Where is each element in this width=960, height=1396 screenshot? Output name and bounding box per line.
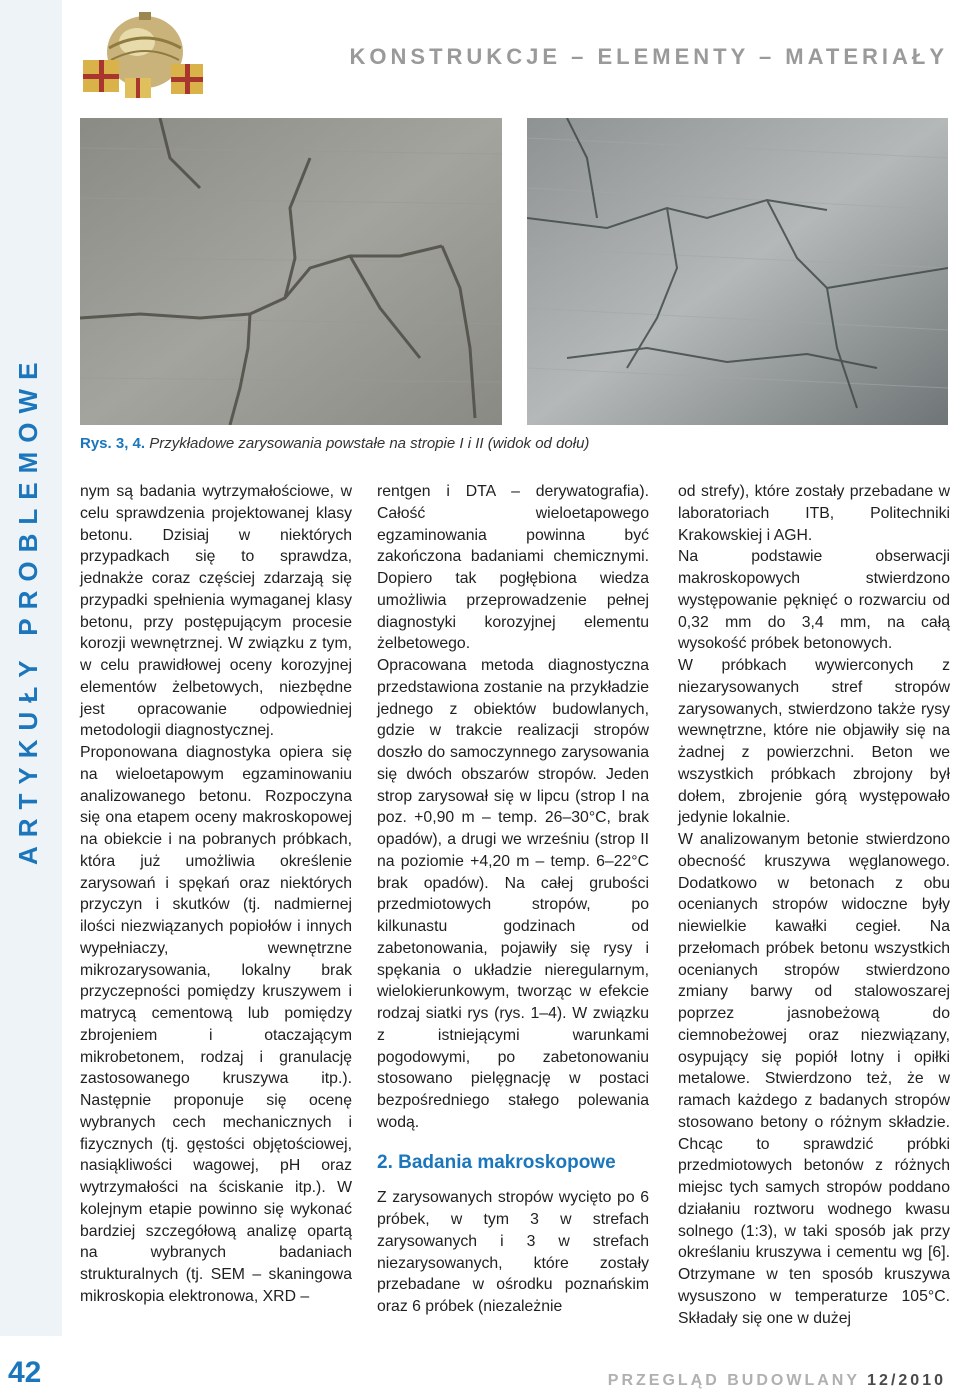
paragraph: Z zarysowanych stropów wycięto po 6 próbek, w tym 3 w strefach zarysowanych i 3 w strefach niezarysowanych, które zostały przebadane w ośrodku poznańskim oraz 6 próbek (niezależnie: [377, 1189, 649, 1315]
paragraph: od strefy), które zostały przebadane w laboratoriach ITB, Politechniki Krakowskiej i AGH.: [678, 483, 950, 544]
figure-caption-text: Przykładowe zarysowania powstałe na stropie I i II (widok od dołu): [149, 435, 590, 452]
text-column-2: [377, 481, 649, 1318]
paragraph: W próbkach wywierconych z niezarysowanych stref stropów zarysowanych, stwierdzono także rysy wewnętrzne, które nie objawiły się na żadnej z powierzchni. Beton we wszystkich próbkach zbrojony był dołem, zbrojenie górą występowało jedynie lokalnie.: [678, 657, 950, 827]
footer: [608, 1372, 946, 1390]
christmas-ornament-icon: [75, 8, 215, 100]
header-title: KONSTRUKCJE – ELEMENTY – MATERIAŁY: [349, 44, 948, 69]
section-label: ARTYKUŁY PROBLEMOWE: [13, 353, 43, 865]
paragraph: Proponowana diagnostyka opiera się na wieloetapowym egzaminowaniu analizowanego betonu. Rozpoczyna się ona etapem oceny makroskopowej na obiekcie i na pobranych próbkach, która już umożliwia określenie zarysowań i spękań oraz niektórych przyczyn i skutków (tj. nadmiernej ilości niezwiązanych popiołów i innych wypełniaczy, wewnętrzne mikrozarysowania, lokalny brak przyczepności pomiędzy kruszywem i matrycą cementową lub pomiędzy zbrojeniem i otaczającym mikrobetonem, rodzaj i granulację zastosowanego kruszywa itp.). Następnie proponuje się ocenę wybranych cech mechanicznych i fizycznych (tj. gęstości objętościowej, nasiąkliwości wagowej, pH oraz wytrzymałości na ściskanie itp.). W kolejnym etapie powinno się wykonać bardziej szczegółową analizę opartą na wybranych badaniach strukturalnych (tj. SEM – skaningowa mikroskopia elektronowa, XRD –: [80, 744, 352, 1305]
cracked-ceiling-photo-2: [527, 118, 948, 425]
figure-caption: [80, 435, 589, 452]
page-number: 42: [8, 1356, 42, 1389]
text-column-1: [80, 481, 352, 1308]
paragraph: W analizowanym betonie stwierdzono obecność kruszywa węglanowego. Dodatkowo w betonach z obu ocenianych stropów widoczne były niewielkie kawałki cegieł. Na przełomach próbek betonu wszystkich ocenianych stropów stwierdzono zmiany barwy od stalowoszarej poprzez jasnobeżową do ciemnobeżowej oraz niezwiązany, osypujący się popiół lotny i opiłki metalowe. Stwierdzono też, że w ramach każdego z badanych stropów stosowano betony o różnym składzie. Chcąc to sprawdzić próbki przedmiotowych betonów z różnych miejsc tych samych stropów poddano działaniu roztworu wodnego kwasu solnego (1:3), w taki sposób jak przy określaniu kruszywa i cementu wg [6]. Otrzymane w ten sposób kruszywa wysuszono w temperaturze 105°C. Składały się one w dużej: [678, 831, 950, 1327]
paragraph: Na podstawie obserwacji makroskopowych stwierdzono występowanie pęknięć o rozwarciu od 0,32 mm do 3,4 mm, na całą wysokość próbek betonowych.: [678, 548, 950, 653]
paragraph: nym są badania wytrzymałościowe, w celu sprawdzenia projektowanej klasy betonu. Dzisiaj w niektórych przypadkach się to sprawdza, jednakże coraz częściej zdarzają się przypadki spełnienia wymaganej klasy betonu, przy postępującym procesie korozji wewnętrznej. W związku z tym, w celu prawidłowej oceny korozyjnej elementów żelbetowych, niezbędne jest opracowanie odpowiedniej metodologii diagnostycznej.: [80, 483, 352, 740]
figure-label: Rys. 3, 4.: [80, 435, 146, 452]
paragraph: rentgen i DTA – derywatografia). Całość wieloetapowego egzaminowania powinna być zakończona badaniami chemicznymi. Dopiero tak pogłębiona wiedza umożliwia przeprowadzenie pełnej diagnostyki korozyjnej elementu żelbetowego.: [377, 483, 649, 653]
issue-number: 12/2010: [867, 1372, 946, 1389]
magazine-name: PRZEGLĄD BUDOWLANY: [607, 1372, 860, 1389]
section-heading: 2. Badania makroskopowe: [377, 1151, 616, 1173]
text-column-3: [678, 481, 950, 1329]
paragraph: Opracowana metoda diagnostyczna przedstawiona zostanie na przykładzie jednego z obiektów budowlanych, gdzie w trakcie realizacji stropów doszło do samoczynnego zarysowania się dwóch obszarów stropów. Jeden strop zarysował się w lipcu (strop I na poz. +0,90 m – temp. 26–30°C, brak opadów), a drugi we wrześniu (strop II na poziomie +4,20 m – temp. 6–22°C brak opadów). Na całej grubości przedmiotowych stropów, po kilkunastu godzinach od zabetonowania, pojawiły się rysy i spękania o układzie nieregularnym, wielokierunkowym, tworząc w efekcie rodzaj siatki rys (rys. 1–4). W związku z istniejącymi warunkami pogodowymi, po zabetonowaniu stosowano pielęgnację w postaci bezpośredniego stałego polewania wodą.: [377, 657, 649, 1131]
cracked-ceiling-photo-1: [80, 118, 502, 425]
left-sidebar: [0, 0, 70, 1396]
